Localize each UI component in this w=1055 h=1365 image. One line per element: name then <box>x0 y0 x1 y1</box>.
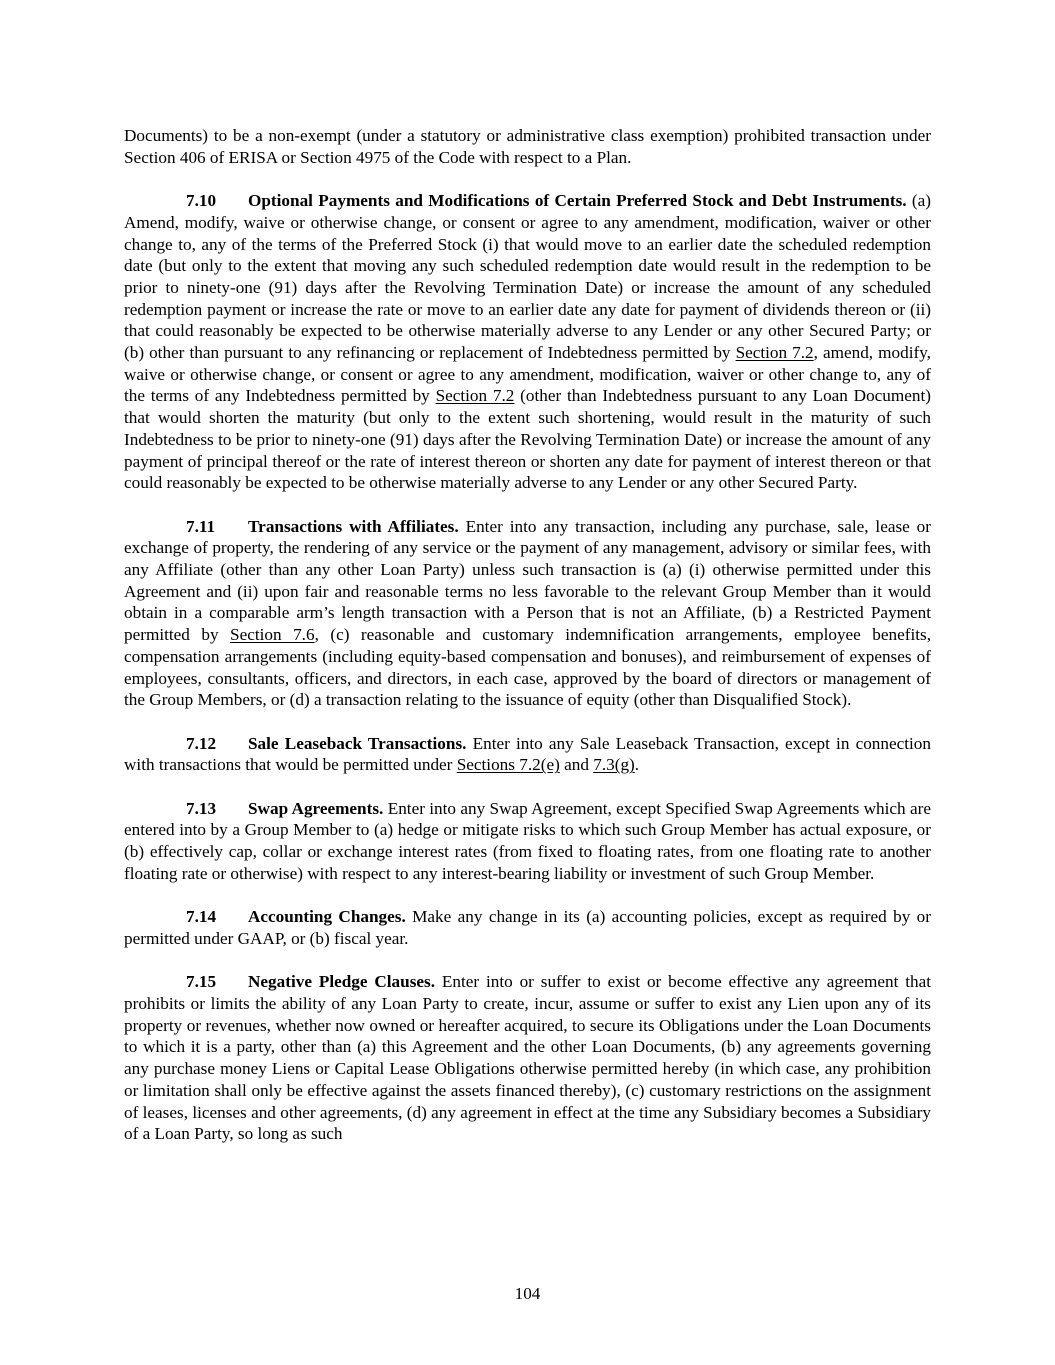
section-7-15 <box>124 971 931 1145</box>
section-reference: Sections 7.2(e) <box>456 755 560 775</box>
section-reference: 7.3(g) <box>593 755 635 775</box>
paragraph-text: Documents) to be a non-exempt (under a statutory or administrative class exemption) prohibited transaction under Section 406 of ERISA or Section 4975 of the Code with respect to a Plan. <box>124 126 931 167</box>
document-page <box>124 125 931 1167</box>
section-text: Enter into any Sale Leaseback Transaction, except in connection with transactions that would be permitted under <box>124 733 931 775</box>
section-text: Enter into any Swap Agreement, except Specified Swap Agreements which are entered into by a Group Member to (a) hedge or mitigate risks to which such Group Member has actual exposure, or (b) effectively cap, collar or exchange interest rates (from fixed to floating rates, from one floating rate to another floating rate or otherwise) with respect to any interest-bearing liability or investment of such Group Member. <box>124 798 931 883</box>
section-text: . <box>634 755 640 775</box>
section-title: Accounting Changes. <box>248 907 406 927</box>
section-number: 7.13 <box>186 798 217 818</box>
section-text: (a) Amend, modify, waive or otherwise change, or consent or agree to any amendment, modification, waiver or other change to, any of the terms of the Preferred Stock (i) that would move to an earlier date the scheduled redemption date (but only to the extent that moving any such scheduled redemption date would result in the redemption to be prior to ninety-one (91) days after the Revolving Termination Date) or increase the amount of any scheduled redemption payment or increase the rate or move to an earlier date any date for payment of dividends thereon or (ii) that could reasonably be expected to be otherwise materially adverse to any Lender or any other Secured Party; or (b) other than pursuant to any refinancing or replacement of Indebtedness permitted by <box>124 191 931 363</box>
section-title: Sale Leaseback Transactions. <box>248 733 467 753</box>
section-title: Optional Payments and Modifications of Certain Preferred Stock and Debt Instruments. <box>248 191 907 211</box>
section-title: Negative Pledge Clauses. <box>248 972 436 992</box>
section-reference: Section 7.2 <box>735 343 814 363</box>
section-7-10 <box>124 190 931 494</box>
section-number: 7.15 <box>186 972 217 992</box>
section-text: , (c) reasonable and customary indemnification arrangements, employee benefits, compensation arrangements (including equity-based compensation and bonuses), and reimbursement of expenses of employees, consultants, officers, and directors, in each case, approved by the board of directors or management of the Group Members, or (d) a transaction relating to the issuance of equity (other than Disqualified Stock). <box>124 625 931 710</box>
section-7-11 <box>124 516 931 711</box>
section-text: Enter into any transaction, including any purchase, sale, lease or exchange of property, the rendering of any service or the payment of any management, advisory or similar fees, with any Affiliate (other than any other Loan Party) unless such transaction is (a) (i) otherwise permitted under this Agreement and (ii) upon fair and reasonable terms no less favorable to the relevant Group Member than it would obtain in a comparable arm’s length transaction with a Person that is not an Affiliate, (b) a Restricted Payment permitted by <box>124 516 931 645</box>
section-title: Swap Agreements. <box>248 798 384 818</box>
section-text: (other than Indebtedness pursuant to any Loan Document) that would shorten the maturity (but only to the extent such shortening, would result in the maturity of such Indebtedness to be prior to ninety-one (91) days after the Revolving Termination Date) or increase the amount of any payment of principal thereof or the rate of interest thereon or shorten any date for payment of interest thereon or that could reasonably be expected to be otherwise materially adverse to any Lender or any other Secured Party. <box>124 386 931 493</box>
section-number: 7.14 <box>186 907 217 927</box>
section-7-14 <box>124 906 931 949</box>
section-number: 7.10 <box>186 191 217 211</box>
section-7-13 <box>124 798 931 885</box>
section-number: 7.12 <box>186 733 217 753</box>
section-reference: Section 7.2 <box>435 386 515 406</box>
section-number: 7.11 <box>186 516 216 536</box>
section-reference: Section 7.6 <box>230 625 315 645</box>
section-text: , amend, modify, waive or otherwise change, or consent or agree to any amendment, modification, waiver or other change to, any of the terms of any Indebtedness permitted by <box>124 343 931 406</box>
section-text: Enter into or suffer to exist or become effective any agreement that prohibits or limits the ability of any Loan Party to create, incur, assume or suffer to exist any Lien upon any of its property or revenues, whether now owned or hereafter acquired, to secure its Obligations under the Loan Documents to which it is a party, other than (a) this Agreement and the other Loan Documents, (b) any agreements governing any purchase money Liens or Capital Lease Obligations otherwise permitted hereby (in which case, any prohibition or limitation shall only be effective against the assets financed thereby), (c) customary restrictions on the assignment of leases, licenses and other agreements, (d) any agreement in effect at the time any Subsidiary becomes a Subsidiary of a Loan Party, so long as such <box>124 972 931 1144</box>
paragraph-continuation <box>124 125 931 168</box>
section-7-12 <box>124 733 931 776</box>
page-number: 104 <box>514 1284 541 1303</box>
section-text: and <box>559 755 594 775</box>
section-title: Transactions with Affiliates. <box>248 516 459 536</box>
section-text: Make any change in its (a) accounting policies, except as required by or permitted under GAAP, or (b) fiscal year. <box>124 907 931 948</box>
